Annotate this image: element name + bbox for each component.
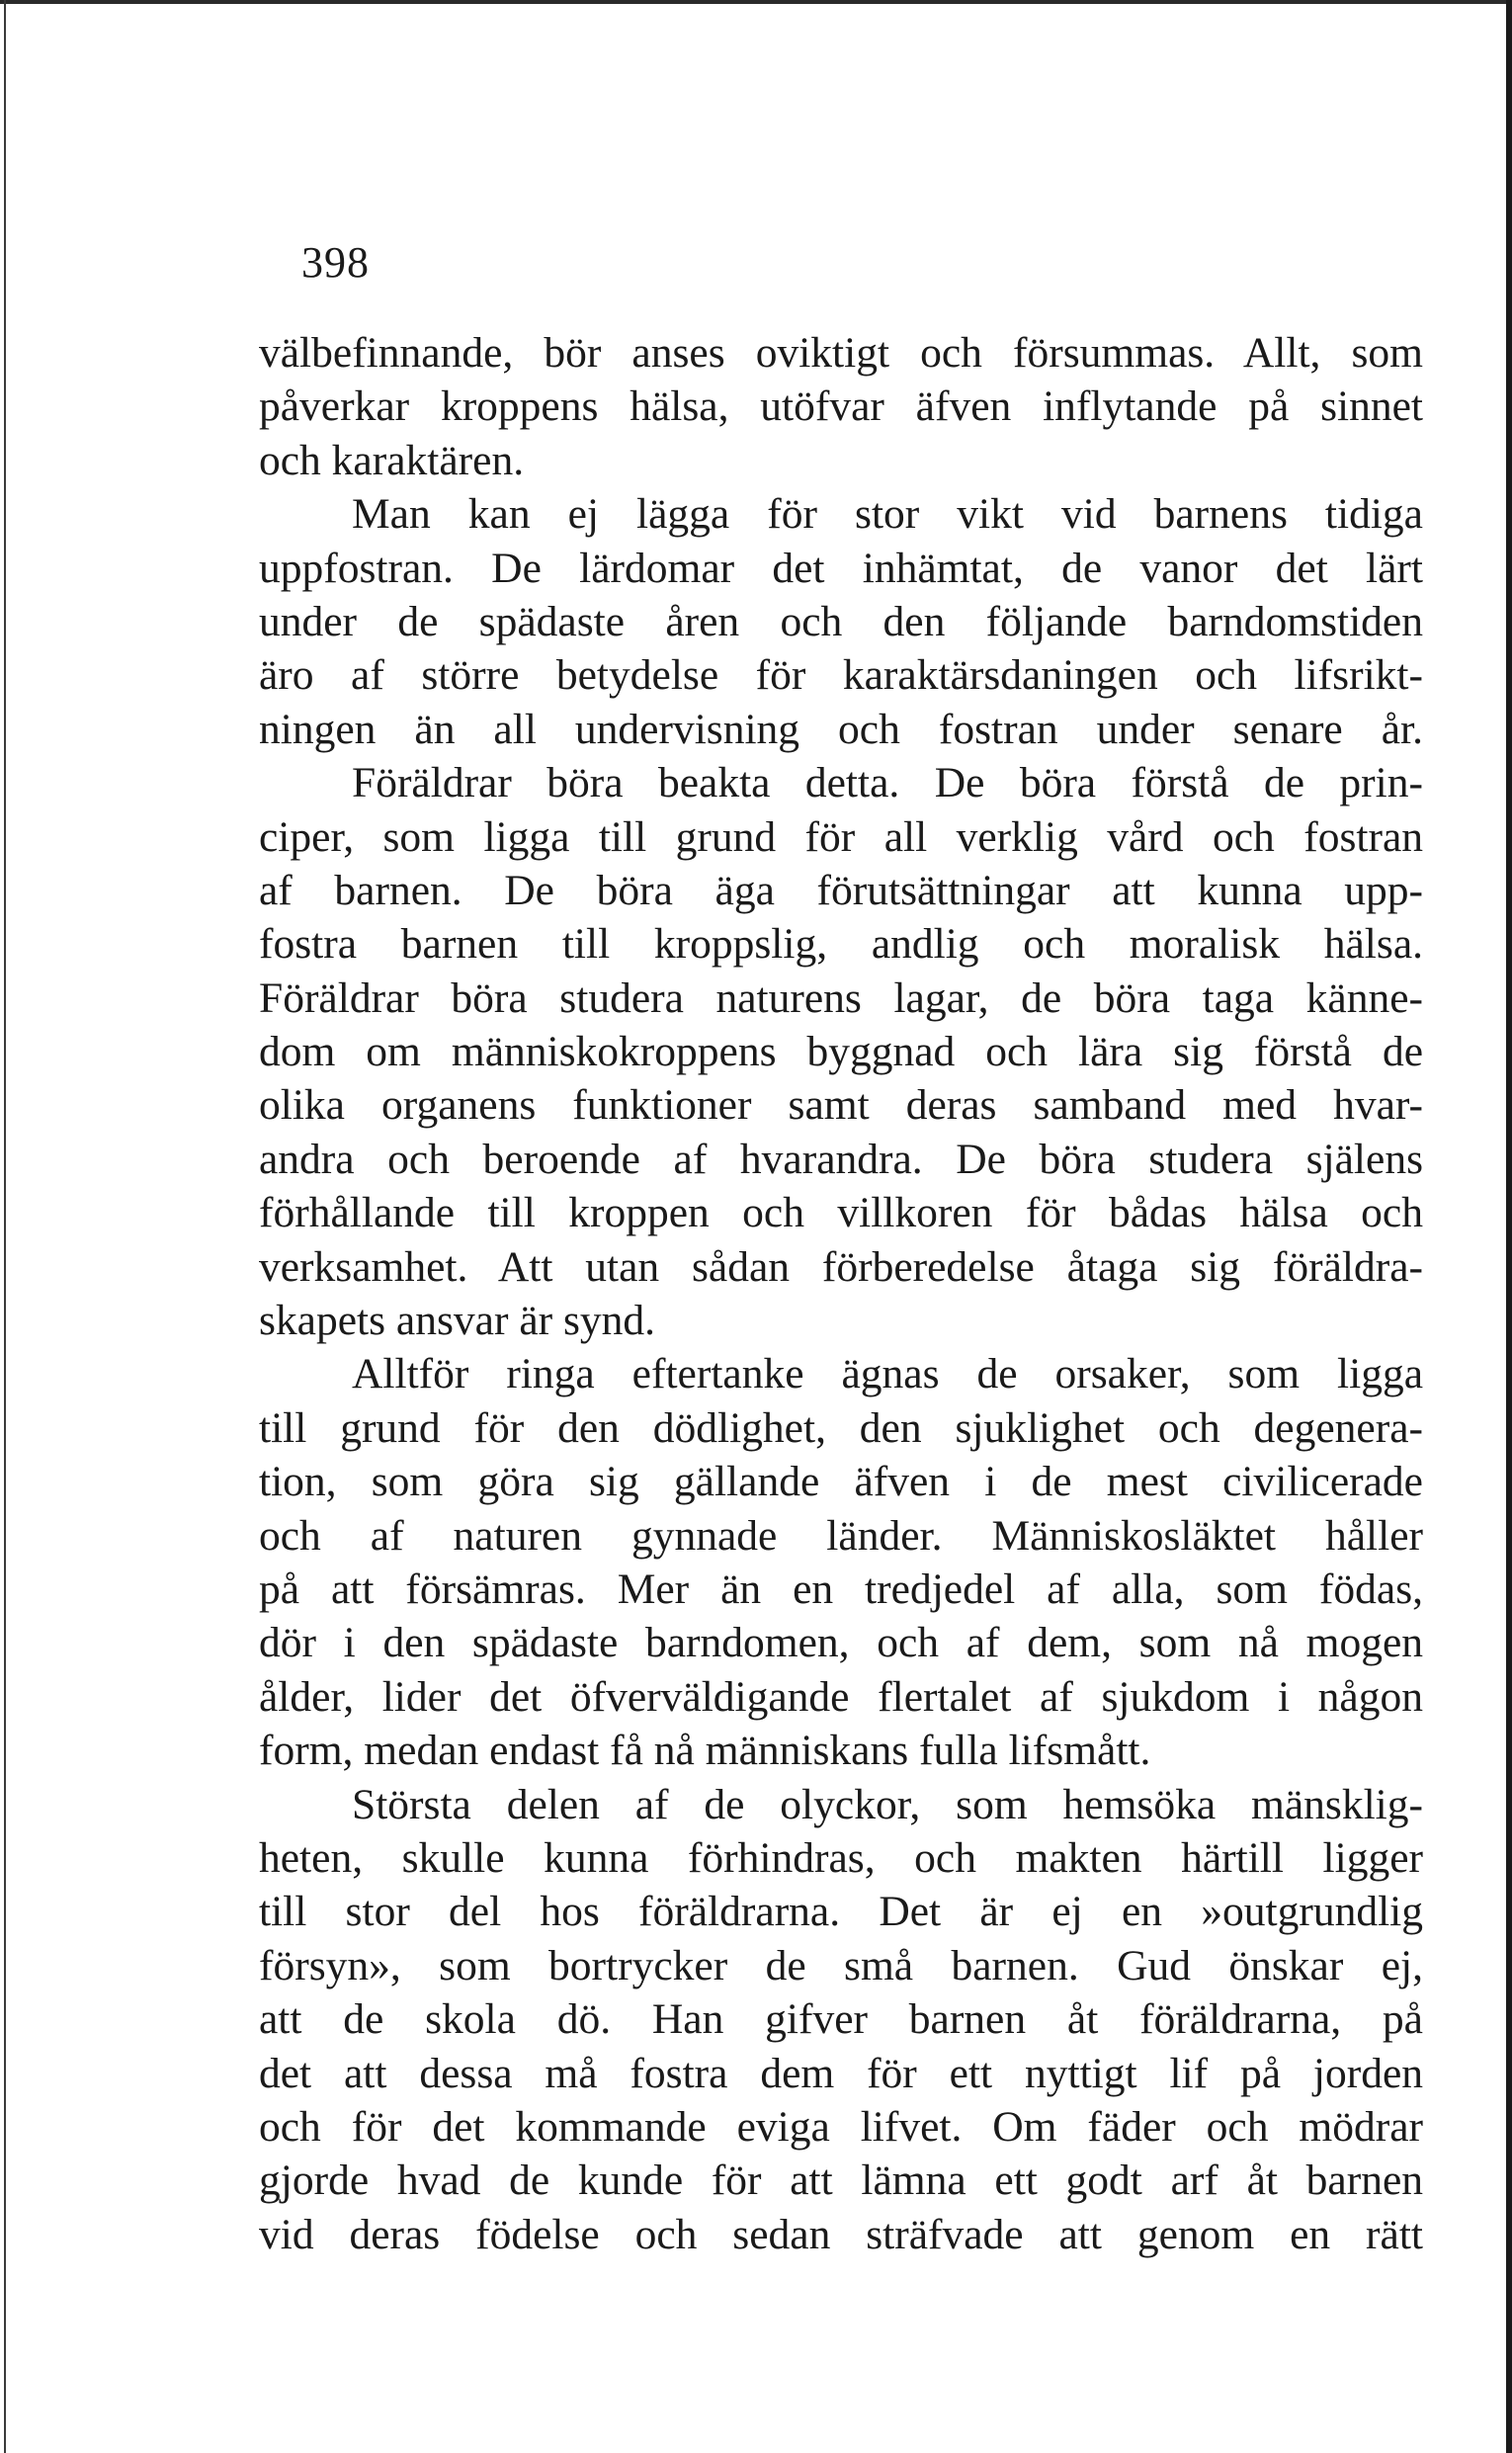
- text-line: och karaktären.: [259, 436, 525, 484]
- text-line: Alltför ringa eftertanke ägnas de orsaker, som ligga: [352, 1350, 1423, 1398]
- text-line: heten, skulle kunna förhindras, och makten härtill ligger: [259, 1833, 1423, 1882]
- text-line: Största delen af de olyckor, som hemsöka mänsklig-: [352, 1780, 1423, 1828]
- text-line: försyn», som bortrycker de små barnen. Gud önskar ej,: [259, 1941, 1423, 1989]
- text-line: till grund för den dödlighet, den sjuklighet och degenera-: [259, 1403, 1423, 1452]
- text-line: förhållande till kroppen och villkoren för bådas hälsa och: [259, 1189, 1423, 1237]
- text-line: och för det kommande eviga lifvet. Om fäder och mödrar: [259, 2102, 1423, 2151]
- text-line: till stor del hos föräldrarna. Det är ej en »outgrundlig: [259, 1888, 1423, 1936]
- scan-border-left: [4, 0, 6, 2453]
- body-text: [259, 326, 1423, 2261]
- scan-border-top: [0, 0, 1512, 12]
- text-line: olika organens funktioner samt deras samband med hvar-: [259, 1081, 1423, 1130]
- text-line: äro af större betydelse för karaktärsdaningen och lifsrikt-: [259, 651, 1423, 700]
- text-line: dom om människokroppens byggnad och lära sig förstå de: [259, 1028, 1423, 1076]
- text-line: påverkar kroppens hälsa, utöfvar äfven inflytande på sinnet: [259, 382, 1423, 431]
- text-line: Föräldrar böra studera naturens lagar, de böra taga känne-: [259, 973, 1423, 1022]
- page-number: 398: [301, 238, 370, 287]
- text-line: andra och beroende af hvarandra. De böra studera själens: [259, 1135, 1423, 1183]
- text-line: under de spädaste åren och den följande barndomstiden: [259, 597, 1423, 645]
- text-line: tion, som göra sig gällande äfven i de mest civilicerade: [259, 1458, 1423, 1506]
- text-line: ålder, lider det öfverväldigande flertalet af sjukdom i någon: [259, 1672, 1423, 1721]
- text-line: ciper, som ligga till grund för all verklig vård och fostran: [259, 812, 1423, 861]
- text-line: form, medan endast få nå människans fulla lifsmått.: [259, 1727, 1151, 1775]
- scan-border-right: [1506, 0, 1512, 2453]
- text-line: af barnen. De böra äga förutsättningar att kunna upp-: [259, 866, 1423, 914]
- text-line: på att försämras. Mer än en tredjedel af alla, som födas,: [259, 1565, 1423, 1613]
- text-line: ningen än all undervisning och fostran under senare år.: [259, 705, 1423, 753]
- text-line: Man kan ej lägga för stor vikt vid barnens tidiga: [352, 490, 1423, 539]
- text-line: Föräldrar böra beakta detta. De böra förstå de prin-: [352, 759, 1423, 807]
- text-line: skapets ansvar är synd.: [259, 1297, 656, 1345]
- text-line: verksamhet. Att utan sådan förberedelse åtaga sig föräldra-: [259, 1242, 1423, 1291]
- text-line: dör i den spädaste barndomen, och af dem, som nå mogen: [259, 1619, 1423, 1667]
- text-line: att de skola dö. Han gifver barnen åt föräldrarna, på: [259, 1995, 1423, 2044]
- text-line: fostra barnen till kroppslig, andlig och moralisk hälsa.: [259, 920, 1423, 969]
- text-line: vid deras födelse och sedan sträfvade att genom en rätt: [259, 2210, 1423, 2258]
- text-line: gjorde hvad de kunde för att lämna ett godt arf åt barnen: [259, 2157, 1423, 2205]
- text-line: det att dessa må fostra dem för ett nyttigt lif på jorden: [259, 2049, 1423, 2097]
- text-line: välbefinnande, bör anses oviktigt och försummas. Allt, som: [259, 329, 1423, 377]
- text-line: uppfostran. De lärdomar det inhämtat, de vanor det lärt: [259, 544, 1423, 592]
- text-line: och af naturen gynnade länder. Människosläktet håller: [259, 1511, 1423, 1560]
